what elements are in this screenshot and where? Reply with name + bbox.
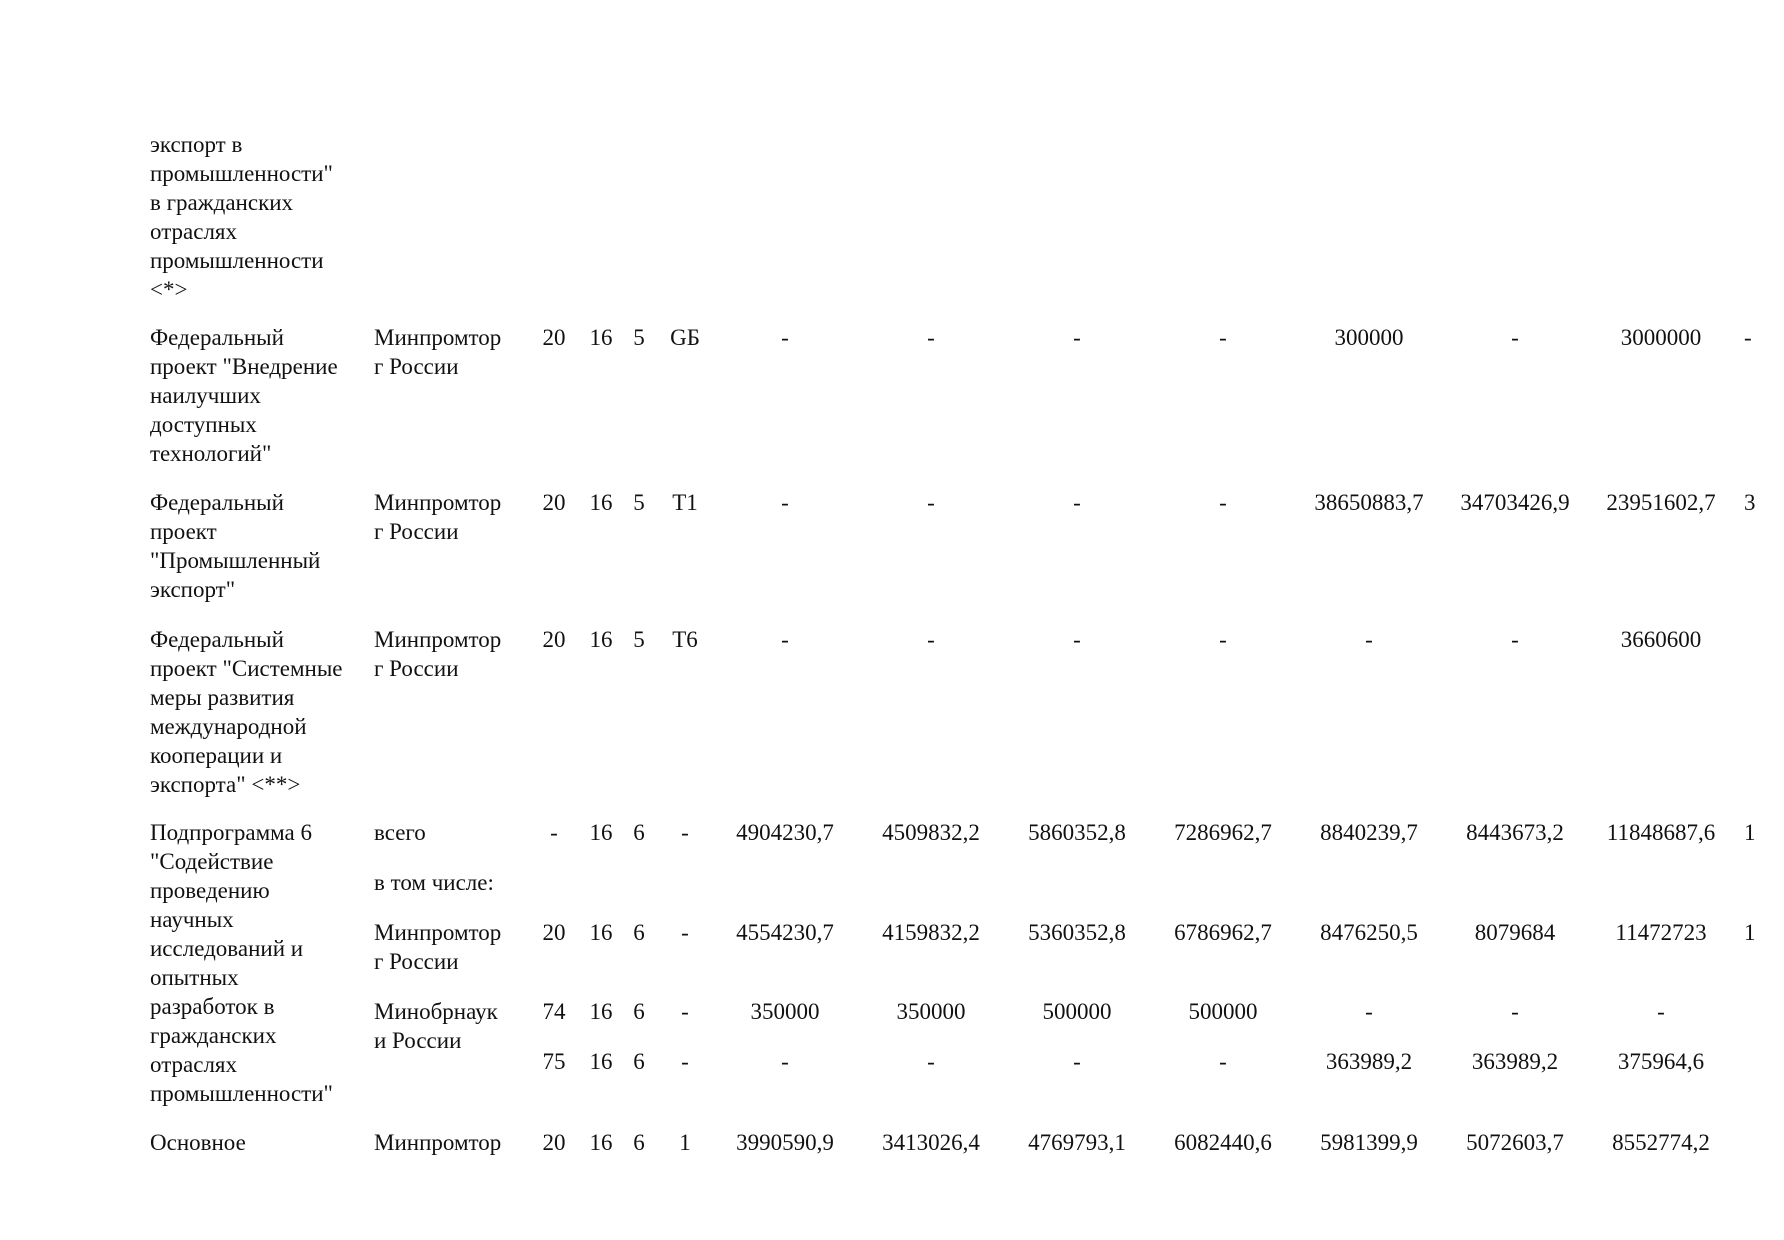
value-cell: 7286962,7 xyxy=(1174,820,1272,845)
code-om-r5: 1 xyxy=(679,1130,691,1155)
value-cell: - xyxy=(1365,627,1373,652)
text-line: промышленности" xyxy=(150,161,333,186)
code-gp: 16 xyxy=(589,820,613,845)
text-line: доступных xyxy=(150,412,257,437)
text-line: Федеральный xyxy=(150,490,284,515)
value-cell: 11848687,6 xyxy=(1606,820,1716,845)
value-cell-cut: - xyxy=(1744,325,1752,350)
code-pgp-r3: 5 xyxy=(633,627,645,652)
value-cell: 11472723 xyxy=(1615,920,1707,945)
value-cell: 4769793,1 xyxy=(1028,1130,1126,1155)
value-cell: 8079684 xyxy=(1474,920,1556,945)
value-cell: - xyxy=(1073,1049,1081,1074)
item-name-r0 xyxy=(150,130,372,304)
code-gp-r2: 16 xyxy=(589,490,613,515)
value-cell: - xyxy=(927,325,935,350)
code-om-r3: T6 xyxy=(672,627,698,652)
value-cell: - xyxy=(1219,1049,1227,1074)
text-line: <*> xyxy=(150,277,188,302)
text-line: Подпрограмма 6 xyxy=(150,820,313,845)
text-line: г России xyxy=(374,656,459,681)
executor-including xyxy=(374,868,524,897)
value-cell: - xyxy=(781,1049,789,1074)
value-cell: 500000 xyxy=(1042,999,1112,1024)
code-pgp: 6 xyxy=(633,1049,645,1074)
code-om: - xyxy=(681,820,689,845)
value-cell: 3413026,4 xyxy=(882,1130,980,1155)
text-line: г России xyxy=(374,949,459,974)
text-line: отраслях xyxy=(150,1052,238,1077)
text-line: Федеральный xyxy=(150,627,284,652)
code-gp: 75 xyxy=(542,1049,566,1074)
code-om: - xyxy=(681,999,689,1024)
value-cell: 34703426,9 xyxy=(1460,490,1570,515)
item-name-r3 xyxy=(150,625,372,799)
value-cell: 4509832,2 xyxy=(882,820,980,845)
executor-r1 xyxy=(374,323,524,381)
value-cell: - xyxy=(927,490,935,515)
text-line: Основное xyxy=(150,1130,246,1155)
executor-minpromtorg xyxy=(374,918,524,976)
text-line: исследований и xyxy=(150,936,304,961)
value-cell: 8552774,2 xyxy=(1612,1130,1710,1155)
text-line: проект xyxy=(150,519,217,544)
value-cell: - xyxy=(1219,490,1227,515)
value-cell: 5860352,8 xyxy=(1028,820,1126,845)
item-name-r1 xyxy=(150,323,372,468)
value-cell: - xyxy=(1073,325,1081,350)
text-line: технологий" xyxy=(150,441,272,466)
code-gp: 20 xyxy=(542,920,566,945)
value-cell: - xyxy=(1657,999,1665,1024)
code-om-r1: GБ xyxy=(670,325,700,350)
code-om: - xyxy=(681,920,689,945)
value-cell: - xyxy=(1365,999,1373,1024)
code-gp: - xyxy=(550,820,558,845)
value-cell: - xyxy=(781,627,789,652)
value-cell: 3660600 xyxy=(1620,627,1702,652)
text-line: промышленности xyxy=(150,248,324,273)
value-cell-cut: 1 xyxy=(1744,820,1756,845)
text-line: "Содействие xyxy=(150,849,274,874)
text-line: отраслях xyxy=(150,219,238,244)
value-cell: - xyxy=(781,325,789,350)
executor-r2 xyxy=(374,488,524,546)
value-cell: 300000 xyxy=(1334,325,1404,350)
value-cell: - xyxy=(781,490,789,515)
executor-total xyxy=(374,818,524,847)
text-line: кооперации и xyxy=(150,743,283,768)
value-cell: 363989,2 xyxy=(1325,1049,1413,1074)
code-gp: 16 xyxy=(589,999,613,1024)
code-gp-r5: 20 xyxy=(542,1130,566,1155)
code-om-r2: T1 xyxy=(672,490,698,515)
value-cell: 5360352,8 xyxy=(1028,920,1126,945)
value-cell: - xyxy=(927,627,935,652)
value-cell: 3000000 xyxy=(1620,325,1702,350)
text-line: гражданских xyxy=(150,1023,277,1048)
code-gp-r5: 16 xyxy=(589,1130,613,1155)
code-gp-r1: 20 xyxy=(542,325,566,350)
code-pgp-r5: 6 xyxy=(633,1130,645,1155)
text-line: Минпромтор xyxy=(374,490,502,515)
text-line: г России xyxy=(374,519,459,544)
code-gp-r1: 16 xyxy=(589,325,613,350)
executor-r3 xyxy=(374,625,524,683)
text-line: Минпромтор xyxy=(374,1130,502,1155)
text-line: "Промышленный xyxy=(150,548,321,573)
code-pgp-r2: 5 xyxy=(633,490,645,515)
executor-r5 xyxy=(374,1128,524,1157)
item-name-r4 xyxy=(150,818,372,1108)
value-cell: 5072603,7 xyxy=(1466,1130,1564,1155)
value-cell: 350000 xyxy=(896,999,966,1024)
value-cell: - xyxy=(1219,627,1227,652)
value-cell: 6082440,6 xyxy=(1174,1130,1272,1155)
code-gp-r3: 20 xyxy=(542,627,566,652)
item-name-r5 xyxy=(150,1128,372,1157)
code-gp-r2: 20 xyxy=(542,490,566,515)
text-line: Минпромтор xyxy=(374,325,502,350)
value-cell: - xyxy=(1511,999,1519,1024)
value-cell: 375964,6 xyxy=(1617,1049,1705,1074)
executor-minobrnauki xyxy=(374,997,524,1055)
text-line: Минпромтор xyxy=(374,920,502,945)
code-gp: 74 xyxy=(542,999,566,1024)
value-cell: - xyxy=(1511,627,1519,652)
code-pgp: 6 xyxy=(633,999,645,1024)
value-cell-cut: 1 xyxy=(1744,920,1756,945)
value-cell: - xyxy=(1219,325,1227,350)
text-line: меры развития xyxy=(150,685,295,710)
value-cell: - xyxy=(927,1049,935,1074)
value-cell: 8840239,7 xyxy=(1320,820,1418,845)
code-gp: 16 xyxy=(589,920,613,945)
value-cell: - xyxy=(1511,325,1519,350)
text-line: проект "Системные xyxy=(150,656,343,681)
text-line: экспорт" xyxy=(150,577,236,602)
text-line: и России xyxy=(374,1028,462,1053)
text-line: в гражданских xyxy=(150,190,294,215)
code-pgp-r1: 5 xyxy=(633,325,645,350)
value-cell: 500000 xyxy=(1188,999,1258,1024)
value-cell: 8443673,2 xyxy=(1466,820,1564,845)
value-cell: 23951602,7 xyxy=(1606,490,1716,515)
text-line: г России xyxy=(374,354,459,379)
value-cell-cut: 3 xyxy=(1744,490,1756,515)
text-line: наилучших xyxy=(150,383,261,408)
text-line: научных xyxy=(150,907,234,932)
value-cell: 4159832,2 xyxy=(882,920,980,945)
text-line: Федеральный xyxy=(150,325,284,350)
value-cell: 8476250,5 xyxy=(1320,920,1418,945)
code-gp: 16 xyxy=(589,1049,613,1074)
text-line: международной xyxy=(150,714,307,739)
text-line: промышленности" xyxy=(150,1081,333,1106)
text-line: проект "Внедрение xyxy=(150,354,338,379)
value-cell: 4904230,7 xyxy=(736,820,834,845)
value-cell: - xyxy=(1073,627,1081,652)
code-pgp: 6 xyxy=(633,920,645,945)
value-cell: 5981399,9 xyxy=(1320,1130,1418,1155)
code-om: - xyxy=(681,1049,689,1074)
value-cell: 3990590,9 xyxy=(736,1130,834,1155)
text-line: опытных xyxy=(150,965,239,990)
value-cell: 363989,2 xyxy=(1471,1049,1559,1074)
item-name-r2 xyxy=(150,488,372,604)
text-line: Минпромтор xyxy=(374,627,502,652)
code-pgp: 6 xyxy=(633,820,645,845)
value-cell: 6786962,7 xyxy=(1174,920,1272,945)
text-line: разработок в xyxy=(150,994,275,1019)
text-line: экспорт в xyxy=(150,132,243,157)
value-cell: 350000 xyxy=(750,999,820,1024)
text-line: Минобрнаук xyxy=(374,999,498,1024)
text-line: проведению xyxy=(150,878,270,903)
text-line: всего xyxy=(374,820,426,845)
value-cell: 4554230,7 xyxy=(736,920,834,945)
code-gp-r3: 16 xyxy=(589,627,613,652)
value-cell: - xyxy=(1073,490,1081,515)
value-cell: 38650883,7 xyxy=(1314,490,1424,515)
text-line: в том числе: xyxy=(374,870,494,895)
text-line: экспорта" <**> xyxy=(150,772,301,797)
